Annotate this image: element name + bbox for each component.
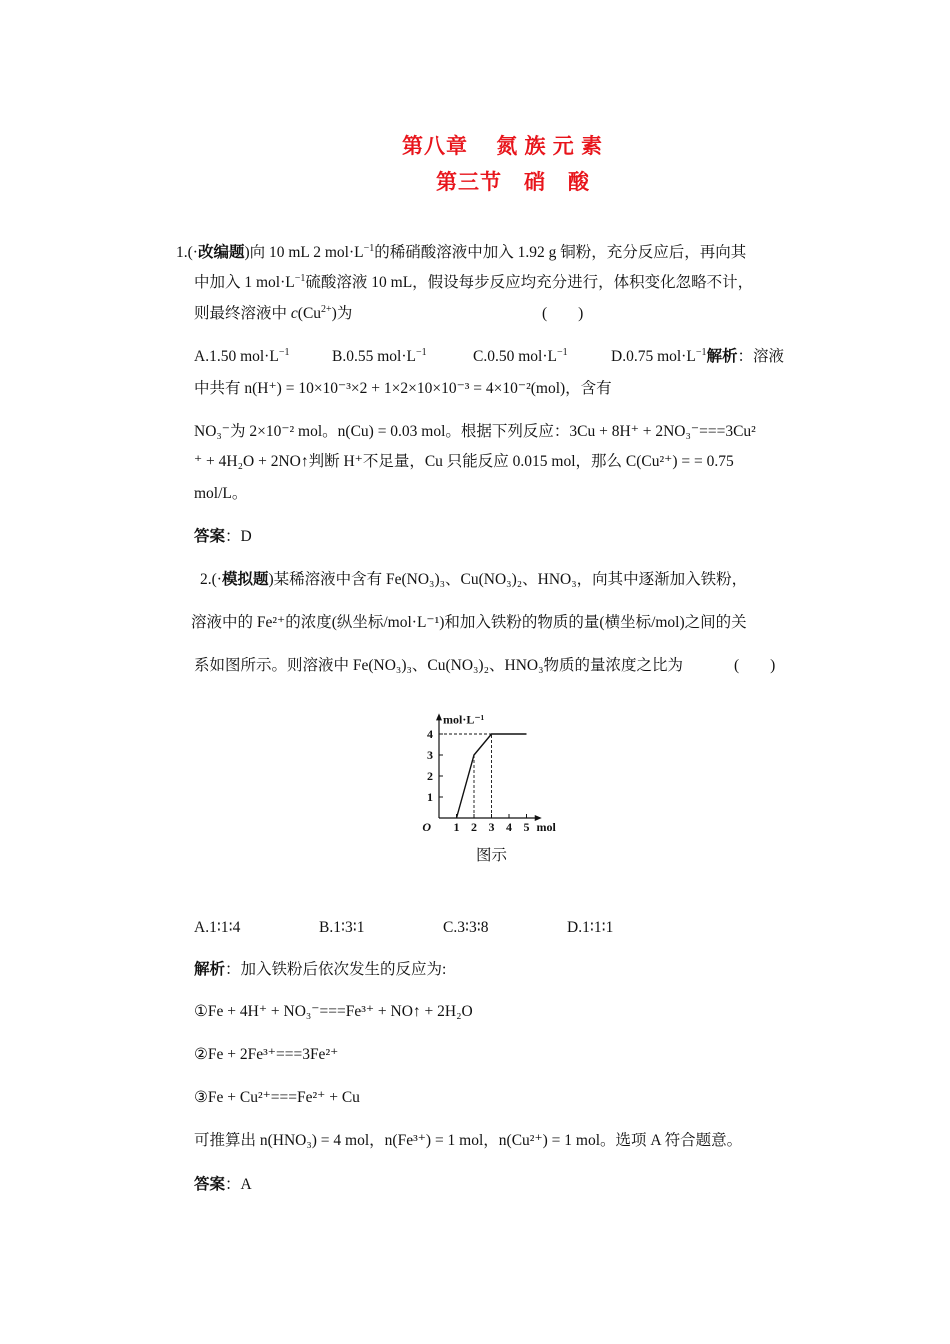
q1-expl-line-2: 中共有 n(H⁺) = 10×10⁻³×2 + 1×2×10×10⁻³ = 4×10⁻²(mol)，含有 xyxy=(194,380,612,397)
q1-expl-line-3: NO₃⁻为 2×10⁻² mol。n(Cu) = 0.03 mol。根据下列反应：3Cu + 8H⁺ + 2NO₃⁻===3Cu² xyxy=(194,423,756,440)
chapter-title: 第八章 氮 族 元 素 xyxy=(402,134,603,158)
q1-text-b: 的稀硝酸溶液中加入 1.92 g 铜粉，充分反应后，再向其 xyxy=(374,244,747,261)
q2-tag: 模拟题 xyxy=(221,571,269,588)
x-tick-label: 3 xyxy=(488,820,495,834)
q2-answer xyxy=(194,1175,252,1195)
q2-answer-label: 答案 xyxy=(194,1176,226,1193)
q2-option-a: A.1∶1∶4 xyxy=(194,919,241,936)
q1-c-symbol: c xyxy=(290,305,298,322)
q1-answer-label: 答案 xyxy=(194,528,226,545)
q1-option-a: A.1.50 $mol\cdot L^{-1}$ xyxy=(194,346,290,365)
q1-text-g: )为 xyxy=(331,305,353,322)
q1-option-c: C.0.50 $mol\cdot L^{-1}$ xyxy=(473,346,568,365)
q1-expl-line-5: mol/L。 xyxy=(194,485,248,502)
q1-text-d: 硫酸溶液 10 mL，假设每步反应均充分进行，体积变化忽略不计， xyxy=(305,274,754,291)
y-tick-label: 2 xyxy=(427,769,433,783)
q1-sup-3: 2+ xyxy=(321,303,332,315)
q1-line-2 xyxy=(194,273,753,293)
q2-number: 2.(· xyxy=(200,571,222,588)
q2-reaction-2: ②Fe + 2Fe³⁺===3Fe²⁺ xyxy=(194,1046,339,1063)
q1-line-1 xyxy=(176,243,746,263)
q1-expl-line-4: ⁺ + 4H₂O + 2NO↑判断 H⁺不足量，Cu 只能反应 0.015 mol，那么 C(Cu²⁺) = = 0.75 xyxy=(194,453,734,470)
q1-option-d: D.0.75 $mol\cdot L^{-1}$解析：溶液 xyxy=(611,346,784,365)
q1-text-e: 则最终溶液中 xyxy=(194,305,291,322)
x-tick-label: 2 xyxy=(471,820,477,834)
q2-expl-intro xyxy=(194,960,446,980)
q2-line-2: 溶液中的 Fe²⁺的浓度(纵坐标/mol·L⁻¹)和加入铁粉的物质的量(横坐标/mol)之间的关 xyxy=(191,614,747,631)
q1-answer-value: ：D xyxy=(225,528,252,545)
q1-tag: 改编题 xyxy=(197,244,245,261)
q1-text-c: 中加入 1 mol·L xyxy=(194,274,295,291)
x-tick-label: 4 xyxy=(506,820,512,834)
q2-option-c: C.3∶3∶8 xyxy=(443,919,489,936)
q1-expl-label: 解析 xyxy=(706,348,738,365)
q2-option-d: D.1∶1∶1 xyxy=(567,919,614,936)
y-tick-label: 4 xyxy=(427,727,433,741)
y-axis-label: mol·L⁻¹ xyxy=(443,712,485,727)
q2-text-a: )某稀溶液中含有 Fe(NO₃)₃、Cu(NO₃)₂、HNO₃，向其中逐渐加入铁粉， xyxy=(268,571,748,588)
q1-line-3 xyxy=(194,304,352,324)
fe2-concentration-graph xyxy=(412,700,562,842)
q2-line-1 xyxy=(200,570,747,590)
y-axis-arrow xyxy=(436,713,442,720)
q1-option-b: B.0.55 $mol\cdot L^{-1}$ xyxy=(332,346,427,365)
q2-answer-paren: ( ) xyxy=(734,657,776,674)
q2-reaction-1: ①Fe + 4H⁺ + NO₃⁻===Fe³⁺ + NO↑ + 2H₂O xyxy=(194,1003,473,1020)
q2-answer-value: ：A xyxy=(225,1176,252,1193)
q2-reaction-3: ③Fe + Cu²⁺===Fe²⁺ + Cu xyxy=(194,1089,360,1106)
figure-caption: 图示 xyxy=(476,847,508,864)
y-tick-label: 3 xyxy=(427,748,433,762)
q2-expl-label: 解析 xyxy=(194,961,226,978)
q2-option-b: B.1∶3∶1 xyxy=(319,919,365,936)
q1-answer-paren: ( ) xyxy=(542,305,584,322)
q1-number: 1.(· xyxy=(176,244,198,261)
q1-text-f: (Cu xyxy=(297,305,322,322)
q1-sup: −1 xyxy=(363,242,375,254)
q1-answer xyxy=(194,527,252,547)
q1-text-a: )向 10 mL 2 mol·L xyxy=(244,244,364,261)
q2-line-3: 系如图所示。则溶液中 Fe(NO₃)₃、Cu(NO₃)₂、HNO₃物质的量浓度之比为 xyxy=(194,657,683,674)
q2-expl-intro-text: ：加入铁粉后依次发生的反应为: xyxy=(225,961,447,978)
x-axis-label: mol xyxy=(536,820,556,834)
origin-label: O xyxy=(422,820,431,834)
q2-conclusion: 可推算出 n(HNO₃) = 4 mol，n(Fe³⁺) = 1 mol，n(Cu²⁺) = 1 mol。选项 A 符合题意。 xyxy=(194,1132,743,1149)
x-tick-label: 5 xyxy=(523,820,530,834)
section-title: 第三节 硝 酸 xyxy=(436,170,590,194)
x-tick-label: 1 xyxy=(453,820,460,834)
q1-sup-2: −1 xyxy=(294,272,306,284)
q1-expl-1: ：溶液 xyxy=(737,348,784,365)
y-tick-label: 1 xyxy=(427,790,433,804)
